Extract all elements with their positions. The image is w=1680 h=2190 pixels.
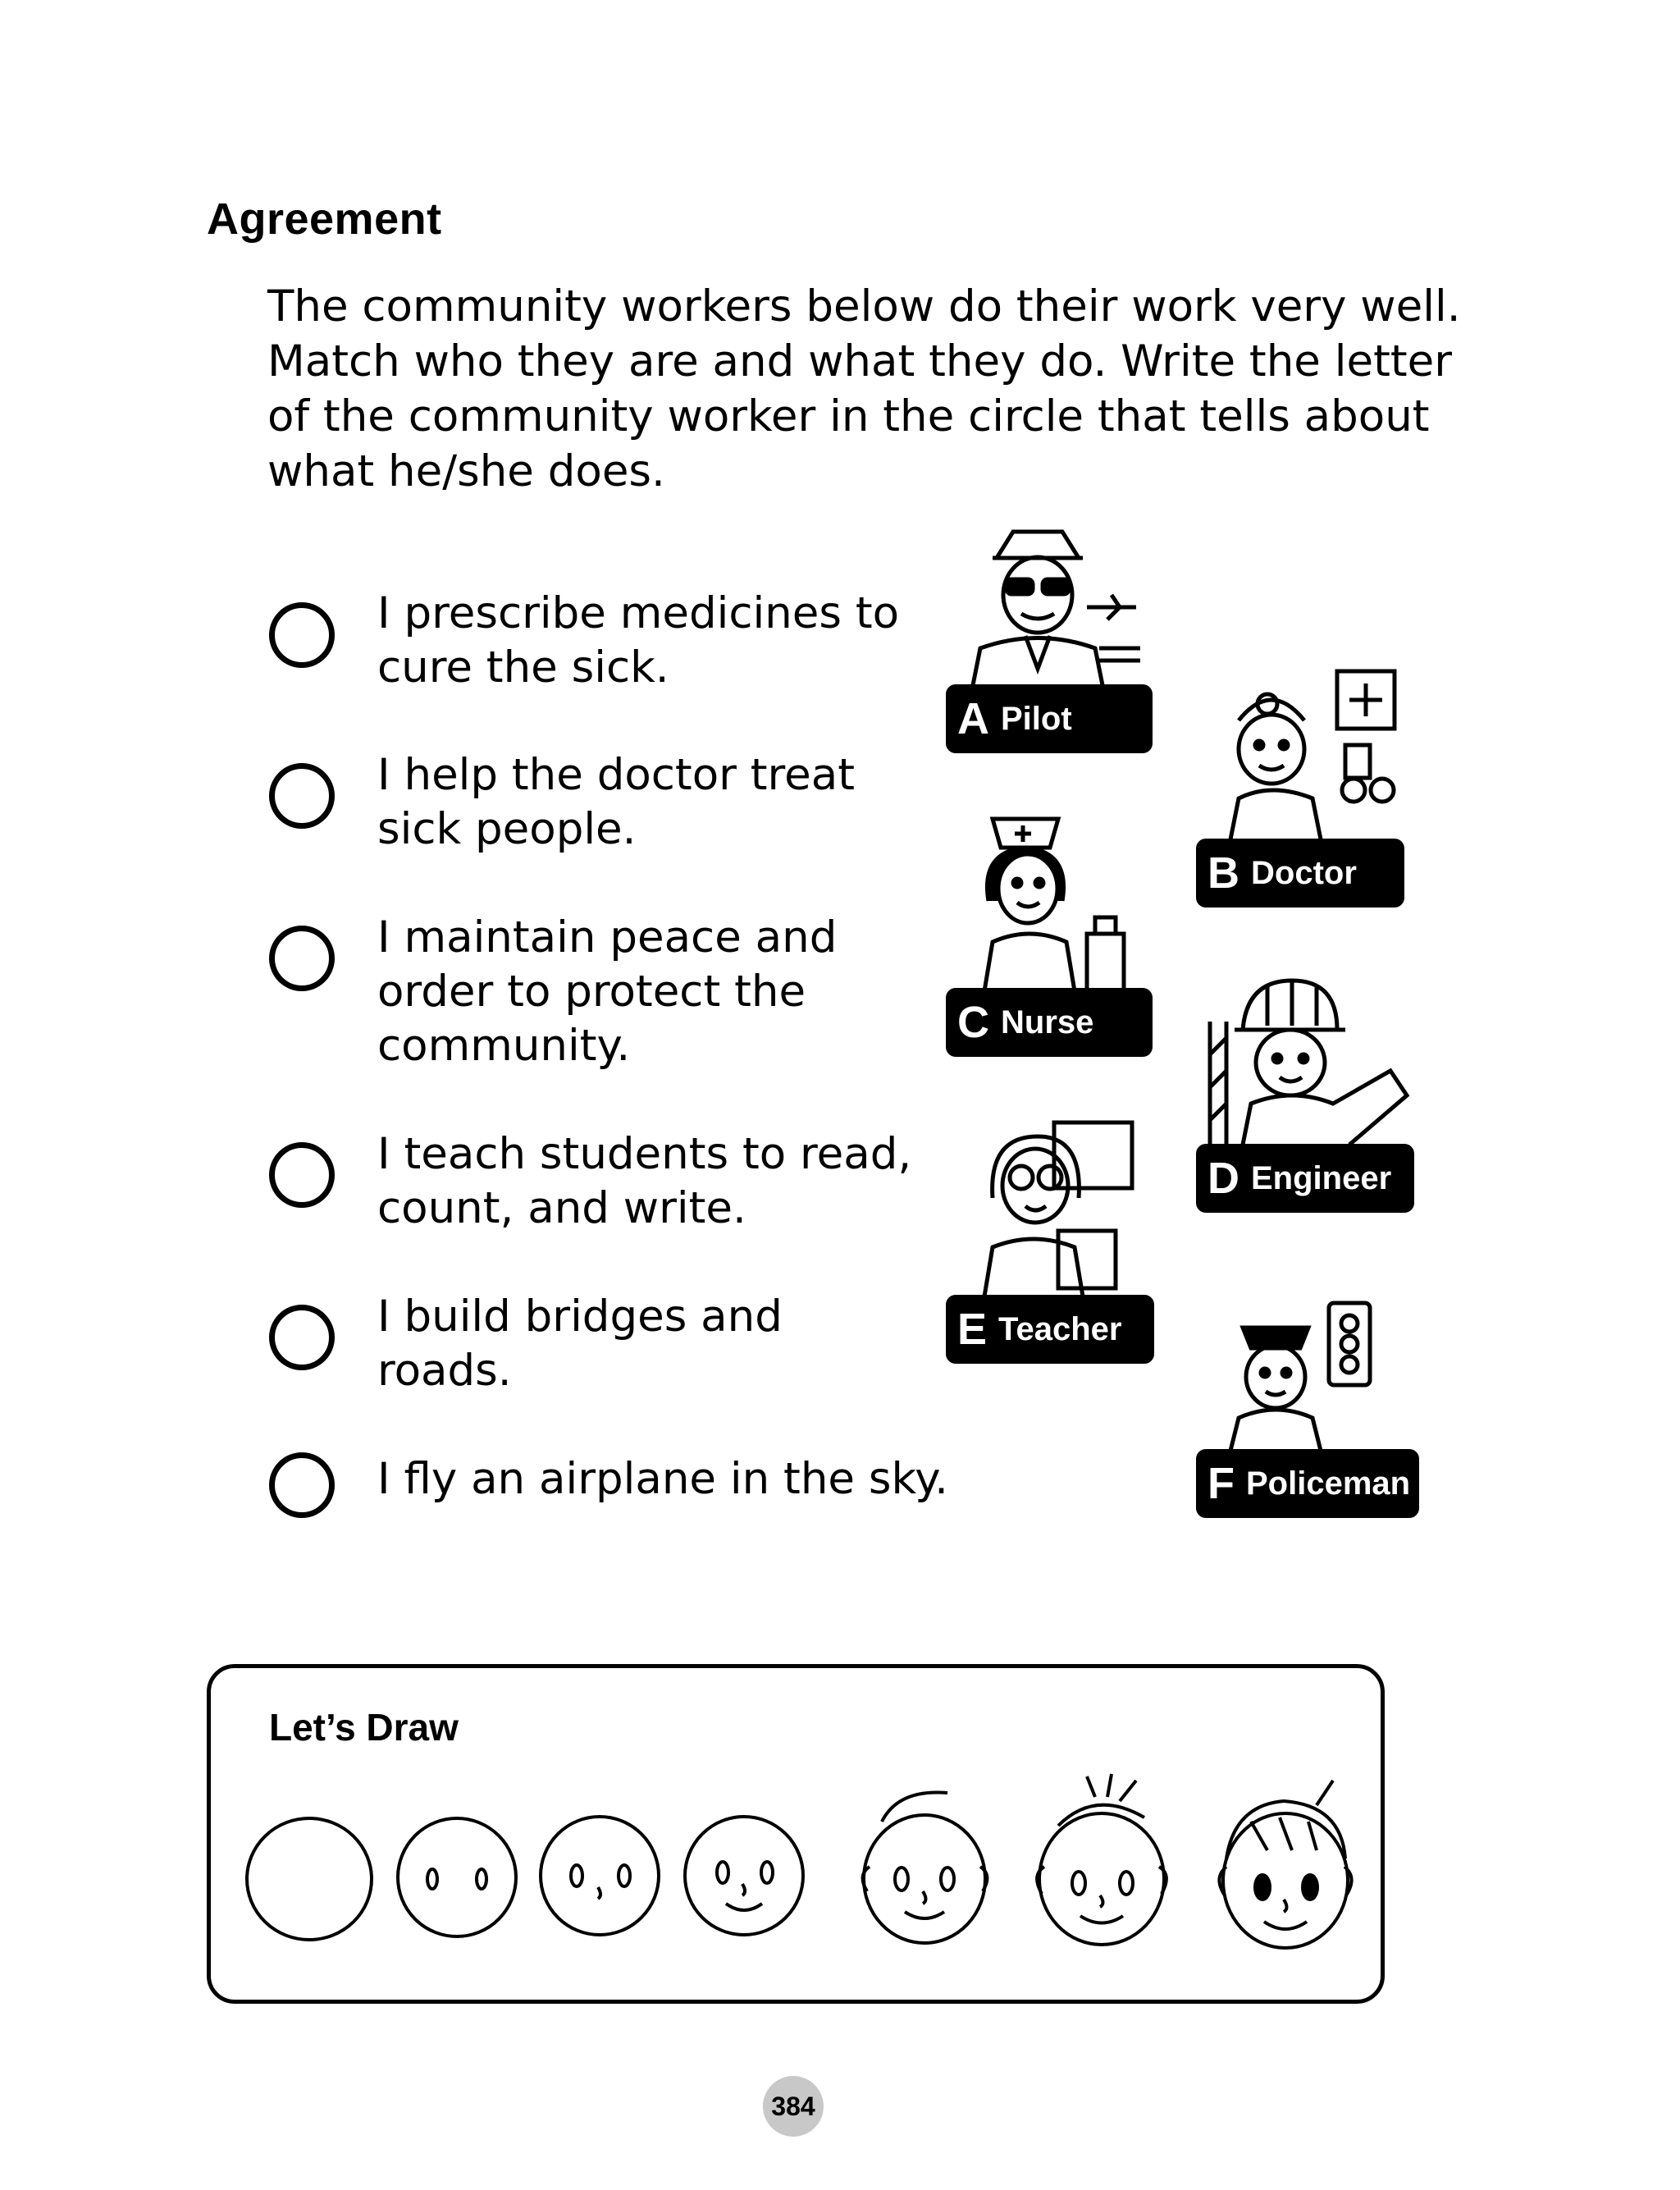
pilot-illustration	[956, 525, 1144, 689]
answer-circle-4[interactable]	[269, 1142, 335, 1208]
doctor-illustration	[1222, 663, 1407, 839]
worker-label-f: F Policeman	[1196, 1449, 1419, 1518]
answer-circle-5[interactable]	[269, 1305, 335, 1370]
statement-5: I build bridges and roads.	[377, 1292, 783, 1396]
answer-circle-2[interactable]	[269, 763, 335, 829]
worker-label-b: B Doctor	[1196, 839, 1404, 908]
worker-label-d: D Engineer	[1196, 1144, 1414, 1213]
policeman-illustration	[1226, 1295, 1382, 1451]
face-step-3	[541, 1817, 659, 1935]
face-step-4	[685, 1817, 803, 1935]
answer-circle-6[interactable]	[269, 1452, 335, 1518]
statement-3: I maintain peace and order to protect the community.	[377, 912, 838, 1071]
face-step-1	[247, 1818, 372, 1940]
engineer-illustration	[1202, 972, 1415, 1145]
answer-circle-1[interactable]	[269, 602, 335, 668]
lets-draw-title: Let’s Draw	[269, 1706, 459, 1749]
statement-1: I prescribe medicines to cure the sick.	[377, 588, 900, 693]
section-title: Agreement	[207, 194, 442, 244]
teacher-illustration	[976, 1116, 1140, 1296]
face-step-7	[1219, 1781, 1351, 1948]
face-step-2	[398, 1818, 516, 1936]
statement-6: I fly an airplane in the sky.	[377, 1454, 948, 1504]
worker-label-a: A Pilot	[946, 684, 1153, 753]
face-step-5	[863, 1792, 988, 1943]
worker-label-e: E Teacher	[946, 1295, 1154, 1364]
statement-4: I teach students to read, count, and write.	[377, 1129, 912, 1233]
worker-label-c: C Nurse	[946, 988, 1153, 1057]
face-step-6	[1037, 1774, 1166, 1945]
statement-2: I help the doctor treat sick people.	[377, 750, 856, 854]
page-number: 384	[763, 2076, 824, 2137]
nurse-illustration	[972, 811, 1136, 991]
instructions-text: The community workers below do their work very well. Match who they are and what they do. Write the letter of the community worker in the circle that tells about what he/she does.	[267, 281, 1461, 496]
answer-circle-3[interactable]	[269, 926, 335, 991]
face-drawing-steps	[242, 1772, 1374, 1969]
